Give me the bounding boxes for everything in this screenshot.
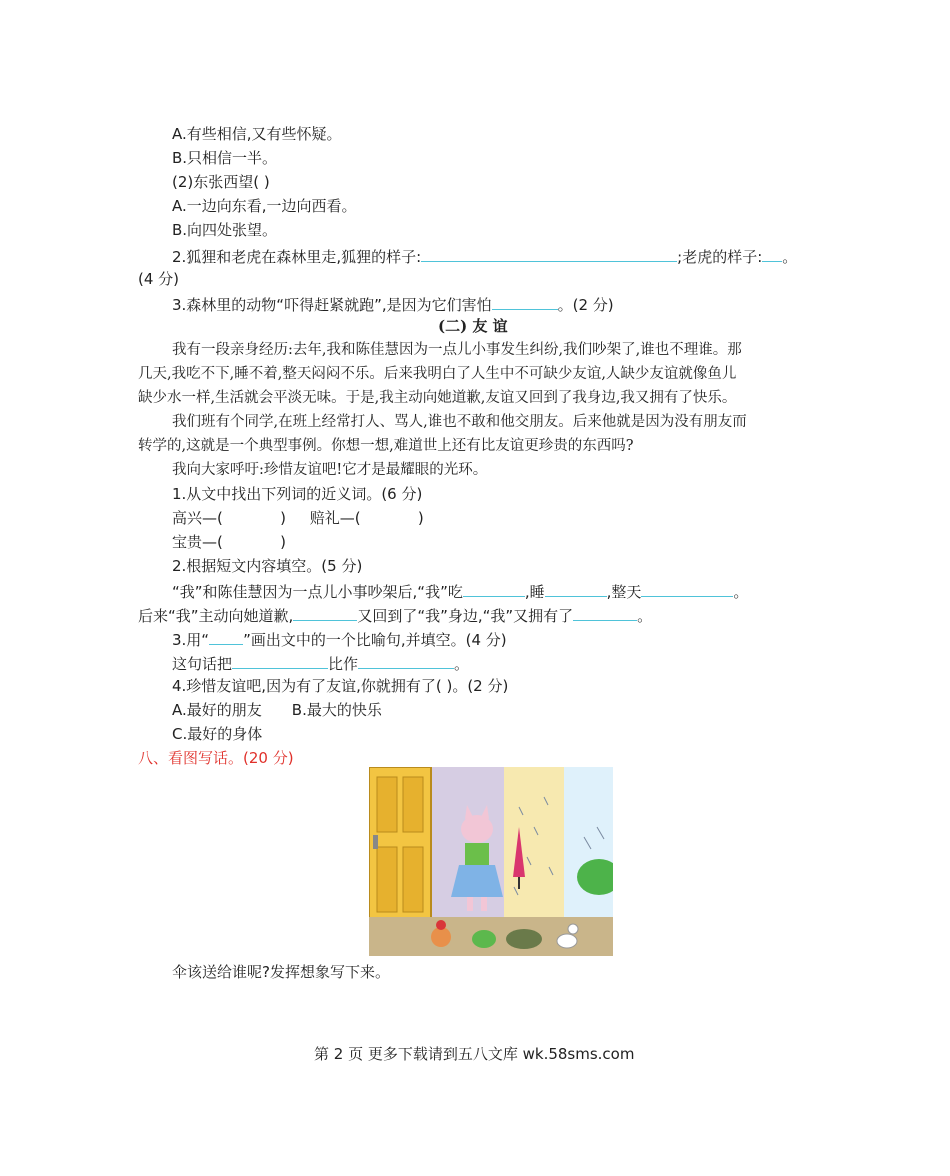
question-3 xyxy=(172,628,507,650)
passage-line: 我有一段亲身经历:去年,我和陈佳慧因为一点儿小事发生纠纷,我们吵架了,谁也不理谁。那 xyxy=(172,342,742,358)
score-label: (4 分) xyxy=(138,270,180,288)
question-text: 3.森林里的动物“吓得赶紧就跑”,是因为它们害怕 xyxy=(172,296,492,314)
duck xyxy=(557,934,577,948)
question-text: ”画出文中的一个比喻句,并填空。(4 分) xyxy=(243,631,507,649)
option-row xyxy=(172,700,382,720)
fill-text: 这句话把 xyxy=(172,655,233,673)
answer-blank[interactable] xyxy=(762,245,782,262)
illustration xyxy=(369,767,613,956)
question-text: 3.用“ xyxy=(172,631,210,649)
answer-blank[interactable] xyxy=(545,580,607,597)
answer-blank[interactable] xyxy=(358,652,454,669)
option-a: A.一边向东看,一边向西看。 xyxy=(172,197,357,215)
question-3 xyxy=(172,293,614,315)
fill-line xyxy=(172,652,469,674)
question-stem: 2.根据短文内容填空。(5 分) xyxy=(172,557,363,575)
fill-text: 。 xyxy=(733,583,749,601)
answer-blank[interactable] xyxy=(492,293,558,310)
option-c: C.最好的身体 xyxy=(172,725,263,743)
page-footer: 第 2 页 更多下载请到五八文库 wk.58sms.com xyxy=(314,1045,635,1063)
fill-line xyxy=(138,604,652,626)
turtle xyxy=(506,929,542,949)
answer-blank[interactable] xyxy=(421,245,677,262)
section-heading: 八、看图写话。(20 分) xyxy=(138,749,294,767)
fill-text: ,睡 xyxy=(524,583,545,601)
fill-line xyxy=(172,580,748,602)
fill-text: 又回到了“我”身边,“我”又拥有了 xyxy=(357,607,574,625)
passage-line: 几天,我吃不下,睡不着,整天闷闷不乐。后来我明白了人生中不可缺少友谊,人缺少友谊就像鱼儿 xyxy=(138,366,737,382)
answer-blank[interactable] xyxy=(232,652,328,669)
answer-blank[interactable] xyxy=(463,580,525,597)
answer-blank[interactable] xyxy=(573,604,637,621)
question-stem: 4.珍惜友谊吧,因为有了友谊,你就拥有了( )。(2 分) xyxy=(172,677,509,695)
question-stem: (2)东张西望( ) xyxy=(172,173,270,191)
option-b: B.只相信一半。 xyxy=(172,149,278,167)
writing-prompt: 伞该送给谁呢?发挥想象写下来。 xyxy=(172,963,390,981)
answer-blank[interactable] xyxy=(641,580,733,597)
question-text: ;老虎的样子: xyxy=(677,248,763,266)
answer-blank[interactable] xyxy=(293,604,357,621)
cat xyxy=(461,815,493,843)
passage-line: 我向大家呼吁:珍惜友谊吧!它才是最耀眼的光环。 xyxy=(172,462,488,478)
fill-text: ,整天 xyxy=(606,583,642,601)
fill-text: 。 xyxy=(637,607,653,625)
fill-text: “我”和陈佳慧因为一点儿小事吵架后,“我”吃 xyxy=(172,583,463,601)
underline-sample xyxy=(209,628,243,645)
question-stem: 1.从文中找出下列词的近义词。(6 分) xyxy=(172,485,423,503)
option-b: B.向四处张望。 xyxy=(172,221,278,239)
question-text: 。(2 分) xyxy=(557,296,614,314)
question-text: 2.狐狸和老虎在森林里走,狐狸的样子: xyxy=(172,248,422,266)
frog xyxy=(472,930,496,948)
fill-text: 。 xyxy=(454,655,470,673)
passage-title: (二) 友 谊 xyxy=(438,317,508,335)
fill-text: 比作 xyxy=(328,655,359,673)
passage-line: 转学的,这就是一个典型事例。你想一想,难道世上还有比友谊更珍贵的东西吗? xyxy=(138,438,634,454)
option-a: A.最好的朋友 xyxy=(172,701,262,719)
question-text: 。 xyxy=(782,248,798,266)
synonym-row: 宝贵—( ) xyxy=(172,533,286,551)
passage-line: 缺少水一样,生活就会平淡无味。于是,我主动向她道歉,友谊又回到了我身边,我又拥有了快乐。 xyxy=(138,390,737,406)
fill-text: 后来“我”主动向她道歉, xyxy=(138,607,294,625)
synonym-row: 高兴—( ) 赔礼—( ) xyxy=(172,509,424,527)
passage-line: 我们班有个同学,在班上经常打人、骂人,谁也不敢和他交朋友。后来他就是因为没有朋友而 xyxy=(172,414,747,430)
question-2 xyxy=(172,245,797,267)
option-a: A.有些相信,又有些怀疑。 xyxy=(172,125,342,143)
option-b: B.最大的快乐 xyxy=(291,701,382,719)
